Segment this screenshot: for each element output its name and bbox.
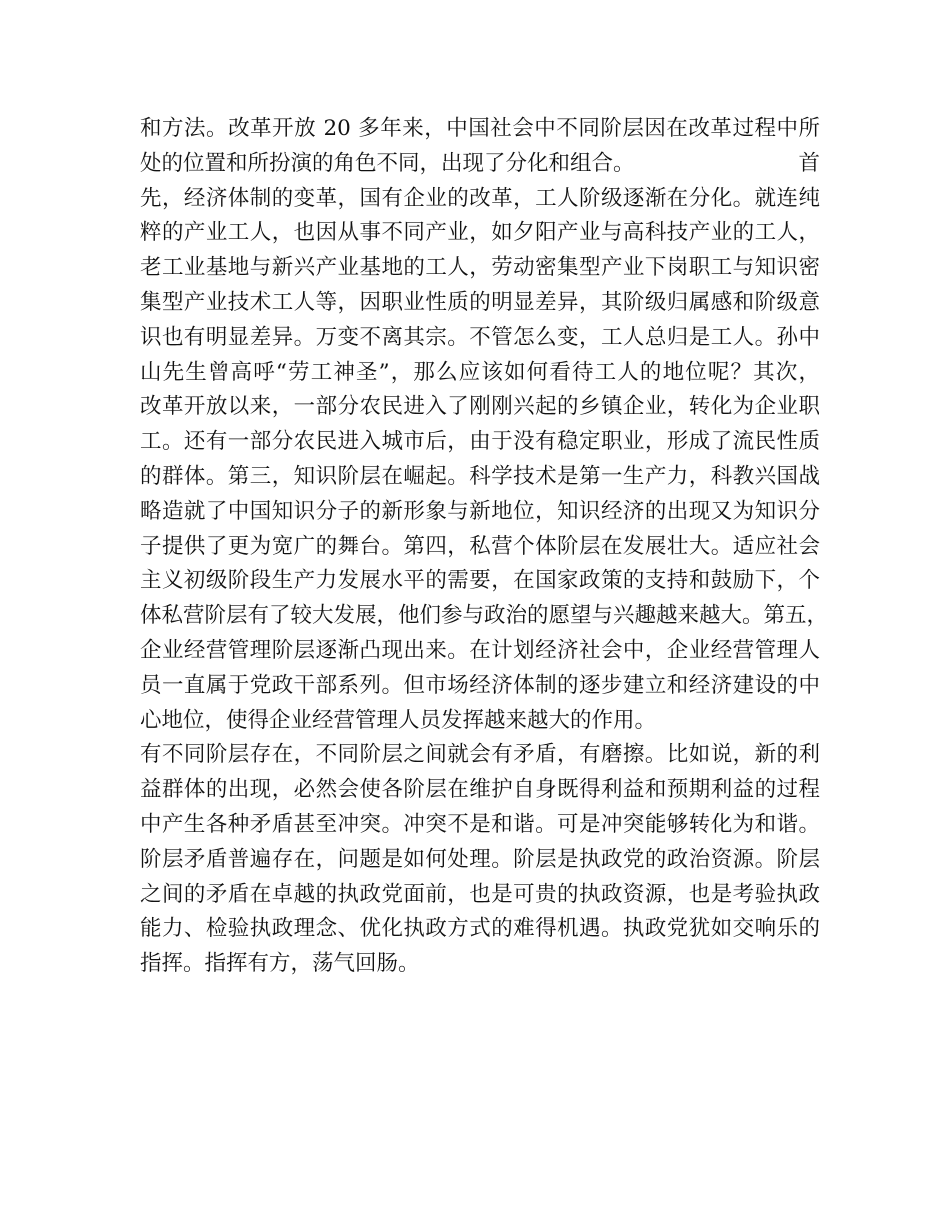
text-line: 识也有明显差异。万变不离其宗。不管怎么变，工人总归是工人。孙中 [140,324,820,350]
text-line: 心地位，使得企业经营管理人员发挥越来越大的作用。 [140,707,657,733]
text-line: 企业经营管理阶层逐渐凸现出来。在计划经济社会中，企业经营管理人 [140,637,820,663]
text-line: 工。还有一部分农民进入城市后，由于没有稳定职业，形成了流民性质 [140,429,820,455]
text-line: 先，经济体制的变革，国有企业的改革，工人阶级逐渐在分化。就连纯 [140,185,820,211]
text-line-left: 处的位置和所扮演的角色不同，出现了分化和组合。 [140,150,635,176]
text-line: 员一直属于党政干部系列。但市场经济体制的逐步建立和经济建设的中 [140,672,820,698]
body-text [140,112,829,982]
text-line: 老工业基地与新兴产业基地的工人，劳动密集型产业下岗职工与知识密 [140,255,820,281]
text-line: 山先生曾高呼“劳工神圣”，那么应该如何看待工人的地位呢？其次， [140,359,820,385]
text-line: 的群体。第三，知识阶层在崛起。科学技术是第一生产力，科教兴国战 [140,463,820,489]
text-line: 有不同阶层存在，不同阶层之间就会有矛盾，有磨擦。比如说，新的利 [140,742,820,768]
text-line-with-split [140,147,820,182]
text-line: 略造就了中国知识分子的新形象与新地位，知识经济的出现又为知识分 [140,498,820,524]
text-line: 阶层矛盾普遍存在，问题是如何处理。阶层是执政党的政治资源。阶层 [140,846,820,872]
text-line: 和方法。改革开放 20 多年来，中国社会中不同阶层因在改革过程中所 [140,116,820,141]
text-line: 改革开放以来，一部分农民进入了刚刚兴起的乡镇企业，转化为企业职 [140,394,820,420]
text-line-right: 首 [798,150,820,176]
text-line: 集型产业技术工人等，因职业性质的明显差异，其阶级归属感和阶级意 [140,289,820,315]
text-line: 粹的产业工人，也因从事不同产业，如夕阳产业与高科技产业的工人， [140,220,820,246]
text-line: 主义初级阶段生产力发展水平的需要，在国家政策的支持和鼓励下，个 [140,568,820,594]
text-line: 益群体的出现，必然会使各阶层在维护自身既得利益和预期利益的过程 [140,777,820,803]
text-line: 子提供了更为宽广的舞台。第四，私营个体阶层在发展壮大。适应社会 [140,533,820,559]
text-line: 能力、检验执政理念、优化执政方式的难得机遇。执政党犹如交响乐的 [140,916,820,942]
text-line: 体私营阶层有了较大发展，他们参与政治的愿望与兴趣越来越大。第五， [140,603,829,629]
text-line: 中产生各种矛盾甚至冲突。冲突不是和谐。可是冲突能够转化为和谐。 [140,811,820,837]
text-line: 指挥。指挥有方，荡气回肠。 [140,951,420,977]
text-line: 之间的矛盾在卓越的执政党面前，也是可贵的执政资源，也是考验执政 [140,881,820,907]
